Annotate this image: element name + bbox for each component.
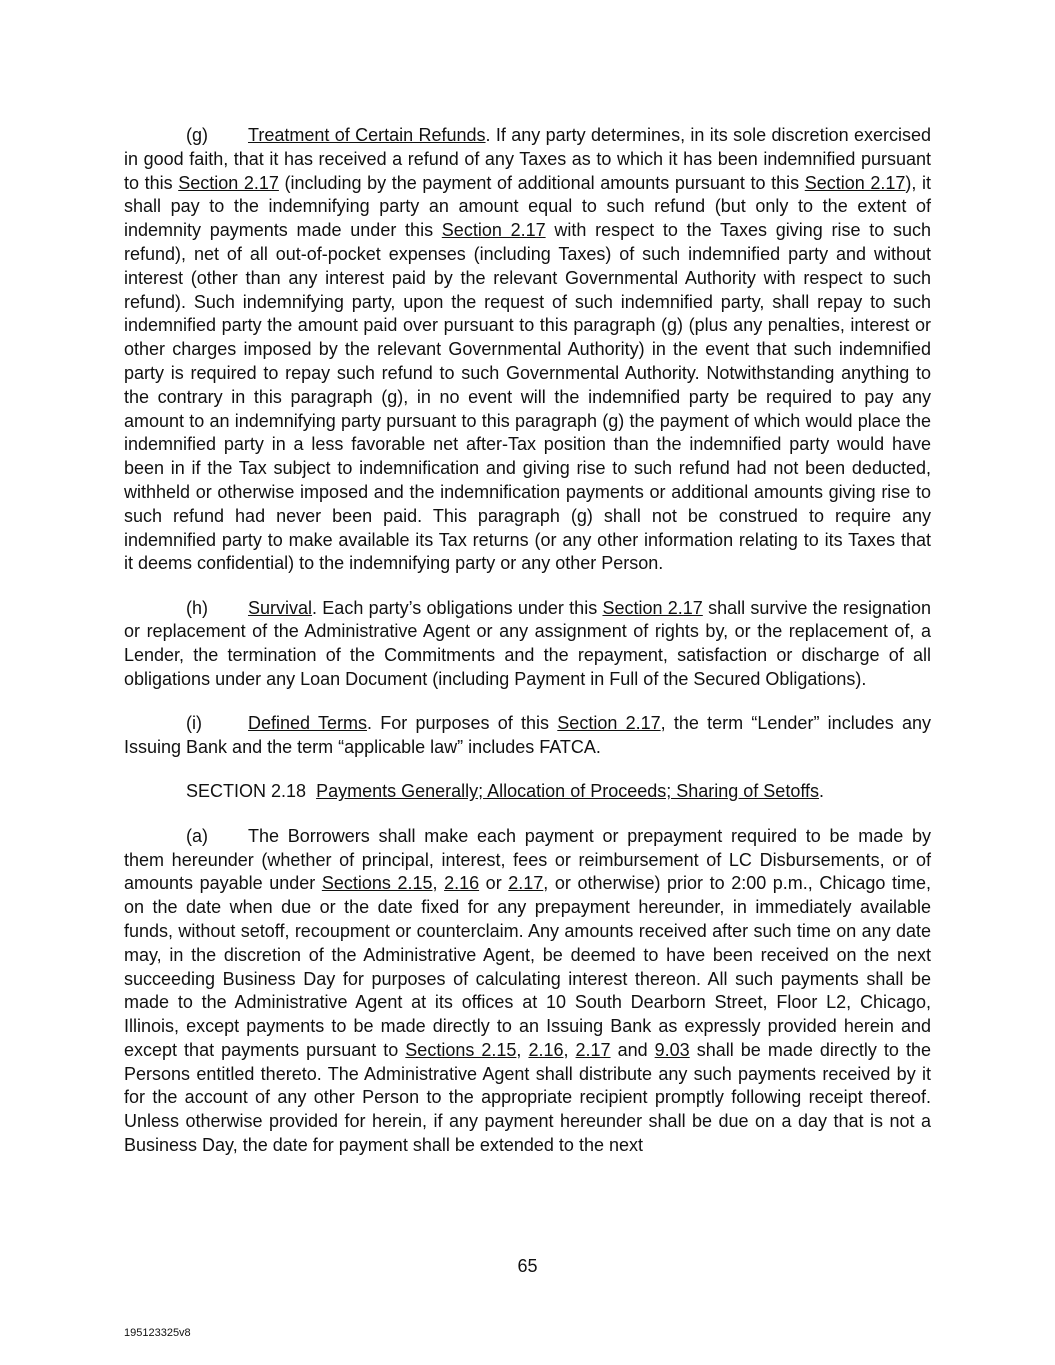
paragraph-text: shall survive the resignation or replacement of the Administrative Agent or any assignment of rights by, or the replacement of, a Lender, the termination of the Commitments and the repayment, satisfaction or discharge of all obligations under any Loan Document (including Payment in Full of the Secured Obligations).	[124, 597, 931, 690]
page-number: 65	[517, 1256, 538, 1276]
section-reference: 2.17	[508, 873, 544, 894]
section-reference: Sections 2.15	[405, 1039, 517, 1060]
section-reference: Section 2.17	[804, 172, 906, 193]
paragraph-text: and	[610, 1039, 655, 1060]
section-title-end: .	[819, 781, 825, 802]
paragraph-h	[124, 597, 931, 692]
paragraph-text: . Each party’s obligations under this	[312, 597, 603, 618]
section-reference: 9.03	[654, 1039, 690, 1060]
paragraph-text: or	[479, 873, 509, 894]
paragraph-text: . For purposes of this	[366, 713, 558, 734]
section-reference: Section 2.17	[557, 713, 661, 734]
paragraph-text: shall be made directly to the Persons entitled thereto. The Administrative Agent shall distribute any such payments received by it for the account of any other Person to the appropriate recipient promptly following receipt thereof. Unless otherwise provided for herein, if any payment hereunder shall be due on a day that is not a Business Day, the date for payment shall be extended to the next	[124, 1039, 931, 1156]
paragraph-text: ,	[516, 1039, 529, 1060]
section-reference: Section 2.17	[441, 220, 546, 241]
paragraph-label: (i)	[186, 713, 202, 734]
document-id: 195123325v8	[124, 1327, 191, 1339]
paragraph-label: (a)	[186, 825, 208, 846]
section-reference: 2.17	[575, 1039, 611, 1060]
section-heading	[124, 780, 931, 804]
paragraph-heading: Defined Terms	[248, 713, 367, 734]
paragraph-text: , or otherwise) prior to 2:00 p.m., Chicago time, on the date when due or the date fixed for any prepayment hereunder, in immediately available funds, without setoff, recoupment or counterclaim. Any amounts received after such time on any date may, in the discretion of the Administrative Agent, be deemed to have been received on the next succeeding Business Day for purposes of calculating interest thereon. All such payments shall be made to the Administrative Agent at its offices at 10 South Dearborn Street, Floor L2, Chicago, Illinois, except payments to be made directly to an Issuing Bank as expressly provided herein and except that payments pursuant to	[124, 873, 931, 1060]
section-title: Payments Generally; Allocation of Proceeds; Sharing of Setoffs	[316, 781, 820, 802]
paragraph-heading: Treatment of Certain Refunds	[248, 125, 486, 145]
section-reference: Section 2.17	[602, 597, 703, 618]
section-reference: Section 2.17	[178, 172, 279, 193]
paragraph-text: (including by the payment of additional amounts pursuant to this	[278, 172, 805, 193]
paragraph-text: with respect to the Taxes giving rise to such refund), net of all out-of-pocket expenses (including Taxes) of such indemnified party and without interest (other than any interest paid by the relevant Governmental Authority with respect to such refund). Such indemnifying party, upon the request of such indemnified party, shall repay to such indemnified party the amount paid over pursuant to this paragraph (g) (plus any penalties, interest or other charges imposed by the relevant Governmental Authority) in the event that such indemnified party is required to repay such refund to such Governmental Authority. Notwithstanding anything to the contrary in this paragraph (g), in no event will the indemnified party be required to pay any amount to an indemnifying party pursuant to this paragraph (g) the payment of which would place the indemnified party in a less favorable net after-Tax position than the indemnified party would have been in if the Tax subject to indemnification and giving rise to such refund had not been deducted, withheld or otherwise imposed and the indemnification payments or additional amounts giving rise to such refund had never been paid. This paragraph (g) shall not be construed to require any indemnified party to make available its Tax returns (or any other information relating to its Taxes that it deems confidential) to the indemnifying party or any other Person.	[124, 220, 932, 574]
paragraph-i	[124, 712, 931, 760]
paragraph-text: The Borrowers shall make each payment or prepayment required to be made by them hereunder (whether of principal, interest, fees or reimbursement of LC Disbursements, or of amounts payable under	[124, 825, 931, 894]
paragraph-text: , the term “Lender” includes any Issuing Bank and the term “applicable law” includes FATCA.	[124, 713, 931, 758]
section-number: SECTION 2.18	[186, 781, 307, 802]
paragraph-a	[124, 825, 931, 1158]
paragraph-heading: Survival	[248, 597, 313, 618]
paragraph-g	[124, 124, 931, 576]
paragraph-text: ), it shall pay to the indemnifying party an amount equal to such refund (but only to the extent of indemnity payments made under this	[124, 172, 931, 241]
section-reference: 2.16	[528, 1039, 564, 1060]
paragraph-text: ,	[432, 873, 445, 894]
section-reference: 2.16	[444, 873, 480, 894]
paragraph-text: ,	[563, 1039, 576, 1060]
paragraph-text: . If any party determines, in its sole discretion exercised in good faith, that it has received a refund of any Taxes as to which it has been indemnified pursuant to this	[124, 125, 931, 193]
section-reference: Sections 2.15	[321, 873, 433, 894]
paragraph-label: (g)	[186, 125, 208, 145]
document-page	[124, 124, 931, 1178]
paragraph-label: (h)	[186, 597, 208, 618]
